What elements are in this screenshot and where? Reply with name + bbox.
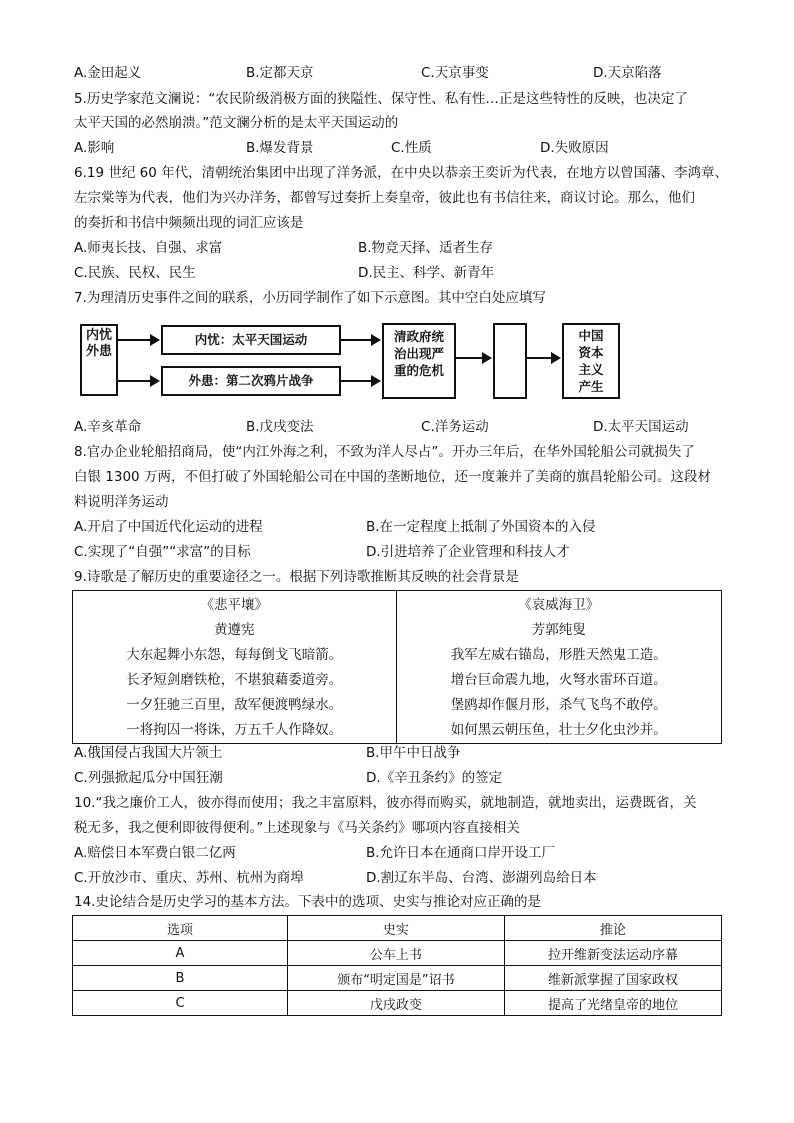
- poem-left-line: 一夕狂驰三百里，敌军便渡鸭绿水。: [126, 697, 343, 713]
- q9-option-b: B.甲午中日战争: [366, 745, 461, 761]
- q7-stem: 7.为理清历史事件之间的联系，小历同学制作了如下示意图。其中空白处应填写: [74, 290, 546, 306]
- q5-stem-line2: 太平天国的必然崩溃。”范文澜分析的是太平天国运动的: [74, 115, 399, 131]
- q4-option-d: D.天京陷落: [593, 65, 662, 81]
- q9-option-d: D.《辛丑条约》的签定: [366, 770, 503, 786]
- q9-poem-table: [72, 590, 722, 744]
- table-header-cell: 史实: [287, 916, 504, 941]
- q10-option-a: A.赔偿日本军费白银二亿两: [74, 845, 236, 861]
- q10-option-b: B.允许日本在通商口岸开设工厂: [366, 845, 556, 861]
- q6-stem-line1: 6.19 世纪 60 年代，清朝统治集团中出现了洋务派，在中央以恭亲王奕䜣为代表，在地方以曾国藩、李鸿章、: [74, 165, 729, 181]
- q5-option-a: A.影响: [74, 140, 115, 156]
- table-cell: C: [73, 991, 288, 1016]
- arrow-6-head: [551, 352, 561, 364]
- arrow-4: [341, 380, 373, 382]
- table-row: [73, 966, 722, 991]
- table-header-row: [73, 916, 722, 941]
- arrow-1-head: [150, 334, 160, 346]
- q4-option-a: A.金田起义: [74, 65, 142, 81]
- q8-stem-line2: 白银 1300 万两，不但打破了外国轮船公司在中国的垄断地位，还一度兼并了美商的旗昌轮船公司。这段材: [74, 469, 711, 485]
- q10-stem-line2: 税无多，我之便利即彼得便利。”上述现象与《马关条约》哪项内容直接相关: [74, 820, 520, 836]
- q14-table: [72, 915, 722, 1016]
- box-outer-trouble-text: 外患：第二次鸦片战争: [188, 373, 314, 388]
- table-cell: 戊戌政变: [287, 991, 504, 1016]
- q6-option-c: C.民族、民权、民生: [74, 265, 196, 281]
- table-cell: 拉开维新变法运动序幕: [504, 941, 721, 966]
- q9-option-a: A.俄国侵占我国大片领土: [74, 745, 223, 761]
- table-cell: B: [73, 966, 288, 991]
- arrow-3: [341, 339, 373, 341]
- q9-stem: 9.诗歌是了解历史的重要途径之一。根据下列诗歌推断其反映的社会背景是: [74, 569, 519, 585]
- q9-option-c: C.列强掀起瓜分中国狂潮: [74, 770, 223, 786]
- q8-option-c: C.实现了“自强”“求富”的目标: [74, 544, 251, 560]
- arrow-5-head: [482, 352, 492, 364]
- q6-stem-line3: 的奏折和书信中频频出现的词汇应该是: [74, 215, 304, 231]
- q7-option-c: C.洋务运动: [421, 419, 489, 435]
- box-inner-trouble-text: 内忧：太平天国运动: [194, 332, 308, 347]
- table-row: [73, 991, 722, 1016]
- q8-option-b: B.在一定程度上抵制了外国资本的入侵: [366, 519, 596, 535]
- q5-option-d: D.失败原因: [540, 140, 609, 156]
- q14-stem: 14.史论结合是历史学习的基本方法。下表中的选项、史实与推论对应正确的是: [74, 894, 541, 910]
- arrow-6: [527, 357, 553, 359]
- q8-option-a: A.开启了中国近代化运动的进程: [74, 519, 263, 535]
- q5-option-b: B.爆发背景: [246, 140, 314, 156]
- q7-option-b: B.戊戌变法: [246, 419, 314, 435]
- table-cell: A: [73, 941, 288, 966]
- q4-option-b: B.定都天京: [246, 65, 314, 81]
- poem-right-title: 《哀威海卫》: [518, 597, 600, 613]
- q5-option-c: C.性质: [391, 140, 432, 156]
- table-cell: 维新派掌握了国家政权: [504, 966, 721, 991]
- q7-option-d: D.太平天国运动: [593, 419, 689, 435]
- box-crisis-text: 清政府统治出现严重的危机: [393, 329, 444, 378]
- table-cell: 公车上书: [287, 941, 504, 966]
- arrow-4-head: [371, 375, 381, 387]
- table-row: [73, 941, 722, 966]
- poem-left-line: 长矛短剑磨铁枪，不堪狼藉委道旁。: [126, 672, 343, 688]
- poem-right-line: 如何黑云朝压鱼，壮士夕化虫沙并。: [450, 722, 667, 738]
- poem-left-line: 大东起舞小东怨，每每倒戈飞暗箭。: [126, 647, 343, 663]
- q6-option-d: D.民主、科学、新青年: [358, 265, 495, 281]
- arrow-1: [118, 339, 152, 341]
- poem-right-line: 我军左威右锚岛，形胜天然鬼工造。: [450, 647, 667, 663]
- poem-right-line: 增台巨命震九地，火弩水雷环百道。: [450, 672, 667, 688]
- poem-left-author: 黄遵宪: [214, 622, 255, 638]
- arrow-2: [118, 380, 152, 382]
- table-cell: 颁布“明定国是”诏书: [287, 966, 504, 991]
- q6-option-b: B.物竞天择、适者生存: [358, 240, 494, 256]
- q8-stem-line3: 料说明洋务运动: [74, 494, 169, 510]
- poem-left-title: 《悲平壤》: [200, 597, 268, 613]
- poem-right-line: 堡鸥却作偃月形，杀气飞鸟不敢停。: [450, 697, 667, 713]
- poem-right: [396, 591, 722, 744]
- q6-stem-line2: 左宗棠等为代表，他们为兴办洋务，都曾写过奏折上奏皇帝，彼此也有书信往来，商议讨论。那么，他们: [74, 190, 695, 206]
- table-header-cell: 推论: [504, 916, 721, 941]
- q5-stem-line1: 5.历史学家范文澜说：“农民阶级消极方面的狭隘性、保守性、私有性…正是这些特性的反映，也决定了: [74, 91, 688, 107]
- arrow-5: [456, 357, 484, 359]
- q10-option-d: D.割辽东半岛、台湾、澎湖列岛给日本: [366, 870, 597, 886]
- box-capitalism-text: 中国资本主义产生: [578, 328, 604, 394]
- box-blank: [493, 323, 527, 399]
- arrow-3-head: [371, 334, 381, 346]
- q8-option-d: D.引进培养了企业管理和科技人才: [366, 544, 570, 560]
- table-cell: 提高了光绪皇帝的地位: [504, 991, 721, 1016]
- box-neiyou-waihuan-text: 内忧外患: [85, 328, 112, 359]
- q6-option-a: A.师夷长技、自强、求富: [74, 240, 223, 256]
- table-header-cell: 选项: [73, 916, 288, 941]
- q4-option-c: C.天京事变: [421, 65, 489, 81]
- poem-right-author: 芳郭纯叟: [531, 622, 586, 638]
- q8-stem-line1: 8.官办企业轮船招商局，使“内江外海之利，不致为洋人尽占”。开办三年后，在华外国轮船公司就损失了: [74, 444, 695, 460]
- q7-option-a: A.辛亥革命: [74, 419, 142, 435]
- q10-stem-line1: 10.“我之廉价工人，彼亦得而使用；我之丰富原料，彼亦得而购买，就地制造，就地卖出，运费既省，关: [74, 795, 697, 811]
- q10-option-c: C.开放沙市、重庆、苏州、杭州为商埠: [74, 870, 304, 886]
- arrow-2-head: [150, 375, 160, 387]
- poem-left: [73, 591, 397, 744]
- poem-left-line: 一将拘囚一将诛，万五千人作降奴。: [126, 722, 343, 738]
